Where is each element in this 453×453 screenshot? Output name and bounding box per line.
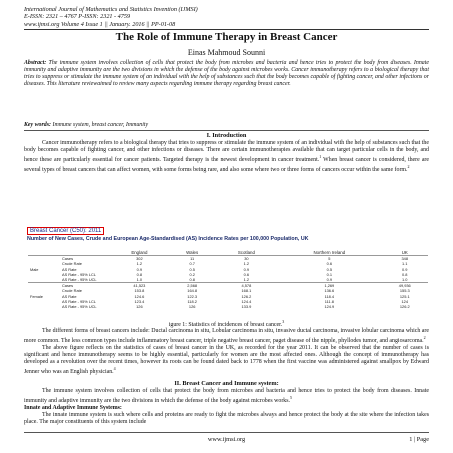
value-cell: 0.9 — [326, 277, 333, 283]
value-cell: 1,269 — [277, 283, 381, 289]
innate-adaptive-subheading: Innate and Adaptive Immune Systems: — [24, 404, 122, 411]
value-cell: 124.9 — [324, 304, 335, 310]
header-rule — [24, 29, 429, 30]
types-text: The different forms of breast cancers include: Ductal carcinoma in situ, Lobular carcinoma in situ, invasive ductal carcinoma, invasive lobular carcinoma which are more common. The less common types include inflammatory breast cancer, triple negative breast cancer, paget disease of the nipple, phyllodes tumor, and angiosarcoma. — [24, 328, 429, 344]
measure-cell: AS Rate — [62, 266, 77, 272]
value-cell: 0.6 — [243, 271, 250, 277]
value-cell: 0.6 — [326, 261, 333, 267]
table-subtitle: Number of New Cases, Crude and European Age-Standardised (AS) Incidence Rates per 100,000 Population, UK — [27, 236, 309, 242]
value-cell: 0.2 — [189, 271, 195, 277]
abstract-text: The immune system involves collection of cells that protect the body from microbes and bacteria and hence tries to protect the body from diseases. Innate immunity and adaptive immunity are the two divisions in which the defense of the body against microbes works. Cancer immunotherapy refers to a biological therapy that tries to suppress or stimulate the immune system of an individual with the help of substances such that the body becomes capable of fighting cancer, and other infections or diseases. This literature reviewaimed to review many aspects regarding immune therapy regarding breast cancer. — [24, 60, 429, 87]
value-cell: 123.4 — [134, 298, 145, 304]
value-cell: 124.4 — [241, 298, 252, 304]
value-cell: 0.8 — [189, 277, 195, 283]
sex-label: Male — [30, 266, 39, 272]
value-cell: 0.9 — [402, 266, 408, 272]
value-cell: 124 — [401, 298, 408, 304]
incidence-table — [28, 250, 428, 309]
section-1-heading: I. Introduction — [206, 132, 247, 139]
value-cell: 2,568 — [169, 283, 216, 289]
value-cell: 30 — [216, 256, 278, 262]
value-cell: 1.1 — [402, 261, 408, 267]
section-1-continued — [24, 328, 429, 375]
value-cell: 0.7 — [189, 261, 195, 267]
statistics-ref: 4 — [113, 365, 116, 371]
immune-ref: 5 — [290, 394, 293, 400]
measure-cell: Crude Rate — [62, 288, 82, 294]
table-column-header: Northern Ireland — [313, 250, 346, 255]
value-cell: 164.8 — [187, 288, 198, 294]
value-cell: 126.2 — [241, 293, 252, 299]
value-cell: 5 — [277, 256, 381, 262]
value-cell: 126.2 — [399, 304, 410, 310]
value-cell: 11 — [169, 256, 216, 262]
footer-rule — [24, 432, 429, 433]
measure-cell: Crude Rate — [62, 261, 82, 267]
page-number: 1 | Page — [409, 436, 429, 443]
value-cell: 111.8 — [324, 298, 334, 304]
footer-url: www.ijmsi.org — [207, 436, 246, 443]
value-cell: 0.5 — [326, 266, 333, 272]
intro-paragraph — [24, 140, 429, 174]
statistics-text: The above figure reflects on the statistics of cases of breast cancer in the UK, as recorded for the year 2011. It can be observed that the number of cases is significant and hence immunotherapy seems to be highly essential, particularly for women are the most affected ones. Although the concept of immunotherapy has developed as a revolution over the recent times, however its roots can be found dated back to 1778 when the first vaccine was administered against smallpox by Edward Jenner who was an English physician. — [24, 344, 429, 375]
value-cell: 41,523 — [110, 283, 169, 289]
value-cell: 133.9 — [241, 304, 252, 310]
value-cell: 49,936 — [382, 283, 429, 289]
value-cell: 0.9 — [136, 266, 143, 272]
figure-caption — [0, 319, 453, 328]
figure-caption-ref: 3 — [282, 319, 285, 324]
value-cell: 118.2 — [187, 298, 197, 304]
figure-caption-text: igure 1: Statistics of incidences of breast cancer. — [168, 321, 283, 328]
measure-cell: AS Rate - 95% LCL — [62, 298, 96, 304]
intro-ref-1: 1 — [319, 153, 322, 159]
measure-cell: Cases — [60, 283, 110, 289]
innate-paragraph: The innate immune system is such where cells and proteins are ready to fight the microbes always and hence protect the body at the site where the infection takes place. The major constituents of this system include — [24, 411, 429, 425]
keywords — [24, 122, 429, 128]
section-1-body — [24, 140, 429, 174]
intro-ref-2: 2 — [407, 163, 410, 169]
journal-issn: E-ISSN: 2321 – 4767 P-ISSN: 2321 - 4759 — [24, 13, 131, 21]
table-title: Breast Cancer (C50): 2011 — [27, 227, 104, 235]
paper-title: The Role of Immune Therapy in Breast Cancer — [115, 31, 338, 43]
section-2-heading: II. Breast Cancer and Immune system: — [174, 380, 279, 387]
value-cell: 118.4 — [324, 293, 335, 299]
value-cell: 155.3 — [399, 288, 410, 294]
value-cell: 124.6 — [134, 293, 145, 299]
measure-cell: AS Rate - 95% UCL — [62, 304, 97, 310]
journal-name: International Journal of Mathematics and Statistics Invention (IJMSI) — [24, 6, 198, 13]
value-cell: 153.8 — [134, 288, 145, 294]
value-cell: 302 — [110, 256, 169, 262]
value-cell: 1.0 — [136, 277, 143, 283]
value-cell: 4,578 — [216, 283, 278, 289]
table-column-header: Scotland — [237, 250, 255, 255]
statistics-paragraph — [24, 345, 429, 376]
abstract-label: Abstract: — [24, 60, 47, 66]
sex-label — [28, 304, 60, 309]
value-cell: 1.2 — [243, 277, 250, 283]
keywords-label: Key words: — [24, 122, 51, 128]
value-cell: 0.9 — [243, 266, 250, 272]
intro-text-cont: When breast cancer is considered, there are several types of breast cancers that can affect women, with some forms being rare, and also some where two or three forms of cancers occur within the same form. — [24, 156, 430, 173]
measure-cell: AS Rate - 95% UCL — [62, 277, 97, 283]
table-column-header: England — [131, 250, 148, 255]
abstract — [24, 60, 429, 88]
measure-cell: AS Rate - 95% LCL — [62, 271, 96, 277]
value-cell: 0.5 — [189, 266, 195, 272]
value-cell: 348 — [382, 256, 429, 262]
value-cell: 168.1 — [241, 288, 252, 294]
journal-header — [24, 6, 198, 28]
types-paragraph — [24, 328, 429, 345]
intro-text: Cancer immunotherapy refers to a biological therapy that tries to suppress or stimulate the immune system of an individual with the help of substances such that the body becomes capable of fighting cancer, and other infections or diseases. There are certain immunotherapies available that can target particular cells in the body, and hence these are particularly essential for cancer patients. Targeted therapy is the newest development in cancer treatment. — [24, 140, 429, 163]
measure-cell: AS Rate — [62, 293, 77, 299]
value-cell: 0.1 — [326, 271, 333, 277]
table-column-header: UK — [401, 250, 408, 255]
value-cell: 0.8 — [402, 271, 408, 277]
table-row — [28, 304, 428, 309]
value-cell: 1.2 — [136, 261, 143, 267]
value-cell: 0.8 — [136, 271, 143, 277]
immune-text: The immune system involves collection of cells that protect the body from microbes and bacteria and hence tries to protect the body from diseases. Innate immunity and adaptive immunity are the two divisions in which the defense of the body against microbes works. — [24, 388, 429, 404]
journal-volume: www.ijmsi.org Volume 4 Issue 1 || January. 2016 || PP-01-08 — [24, 20, 176, 28]
value-cell: 126 — [136, 304, 143, 310]
value-cell: 126 — [188, 304, 196, 310]
value-cell: 122.3 — [187, 293, 198, 299]
value-cell: 1.2 — [243, 261, 250, 267]
table-column-header: Wales — [186, 250, 199, 255]
types-ref: 2 — [423, 334, 426, 340]
immune-paragraph — [24, 388, 429, 405]
value-cell: 136.6 — [324, 288, 335, 294]
keywords-text: Immune system, breast cancer, Immunity — [52, 122, 149, 128]
sex-label: Female — [30, 293, 43, 299]
section-2-body — [24, 388, 429, 426]
author-name: Einas Mahmoud Sounni — [187, 48, 266, 57]
value-cell: 125.1 — [399, 293, 410, 299]
section-rule — [24, 130, 429, 131]
value-cell: 1.0 — [402, 277, 408, 283]
measure-cell: Cases — [60, 256, 110, 262]
